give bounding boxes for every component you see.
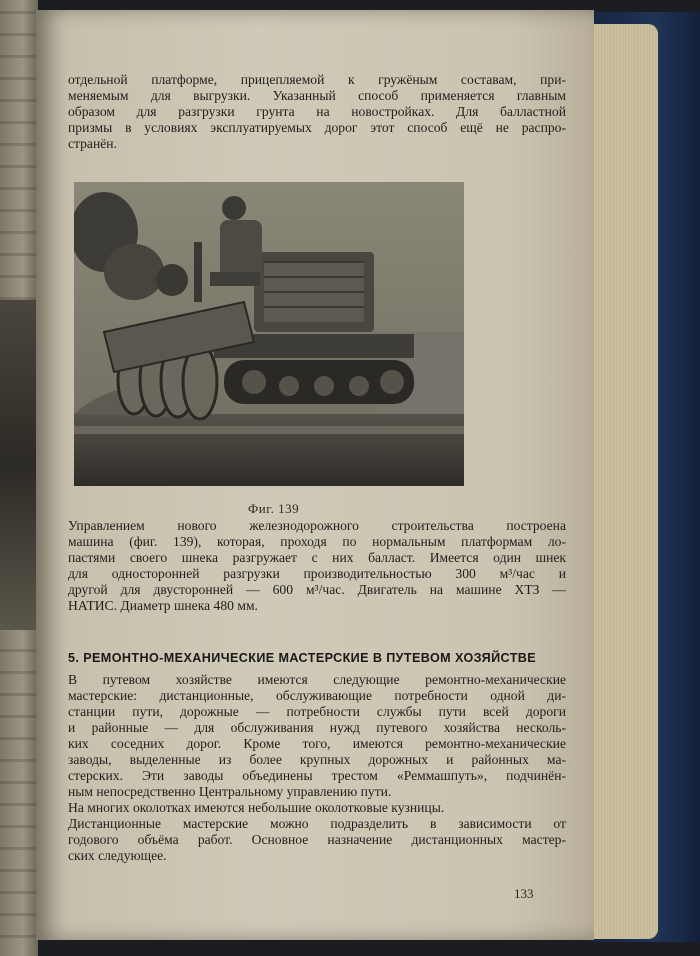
text-line: меняемым для выгрузки. Указанный способ применяется главным [68,88,566,103]
text-line: ным непосредственно Центральному управлению пути. [68,784,392,799]
figure-photo [74,182,464,486]
text-line: странён. [68,136,117,151]
text-line: В путевом хозяйстве имеются следующие ремонтно-механические [68,672,566,687]
text-line: отдельной платформе, прицепляемой к гружёным составам, при- [68,72,566,87]
bottom-paragraph [68,672,566,864]
text-line: ских следующее. [68,848,167,863]
text-line: другой для двусторонней — 600 м³/час. Двигатель на машине ХТЗ — [68,582,566,597]
top-paragraph [68,72,566,152]
text-line: Управлением нового железнодорожного строительства построена [68,518,566,533]
text-line: Дистанционные мастерские можно подразделить в зависимости от [68,816,566,831]
text-line: машина (фиг. 139), которая, проходя по нормальным платформам ло- [68,534,566,549]
text-line: пастями своего шнека разгружает с них балласт. Имеется один шнек [68,550,566,565]
left-page-photo-fragment [0,300,36,630]
section-heading: 5. РЕМОНТНО-МЕХАНИЧЕСКИЕ МАСТЕРСКИЕ В ПУТЕВОМ ХОЗЯЙСТВЕ [68,651,537,665]
text-line: годового объёма работ. Основное назначение дистанционных мастер- [68,832,566,847]
text-line: заводы, выделенные из более крупных дорожных и районных ма- [68,752,566,767]
text-line: и районные — для обслуживания нужд путевого хозяйства несколь- [68,720,566,735]
left-page-edge [0,0,38,956]
book-page [36,10,594,940]
text-line: ких соседних дорог. Кроме того, имеются ремонтно-механические [68,736,566,751]
text-line: образом для разгрузки грунта на новостройках. Для балластной [68,104,566,119]
middle-paragraph [68,518,566,614]
text-line: На многих околотках имеются небольшие околотковые кузницы. [68,800,445,815]
text-line: НАТИС. Диаметр шнека 480 мм. [68,598,258,613]
page-number: 133 [514,886,534,901]
figure-caption: Фиг. 139 [248,501,300,516]
text-line: призмы в условиях эксплуатируемых дорог этот способ ещё не распро- [68,120,566,135]
text-line: мастерские: дистанционные, обслуживающие потребности одной ди- [68,688,566,703]
text-line: для односторонней разгрузки производительностью 300 м³/час и [68,566,566,581]
text-line: станции пути, дорожные — потребности службы пути всей дороги [68,704,566,719]
text-line: стерских. Эти заводы объединены трестом «Реммашпуть», подчинён- [68,768,566,783]
page-edges [592,24,658,939]
tractor-plow-photo-icon [74,182,464,486]
